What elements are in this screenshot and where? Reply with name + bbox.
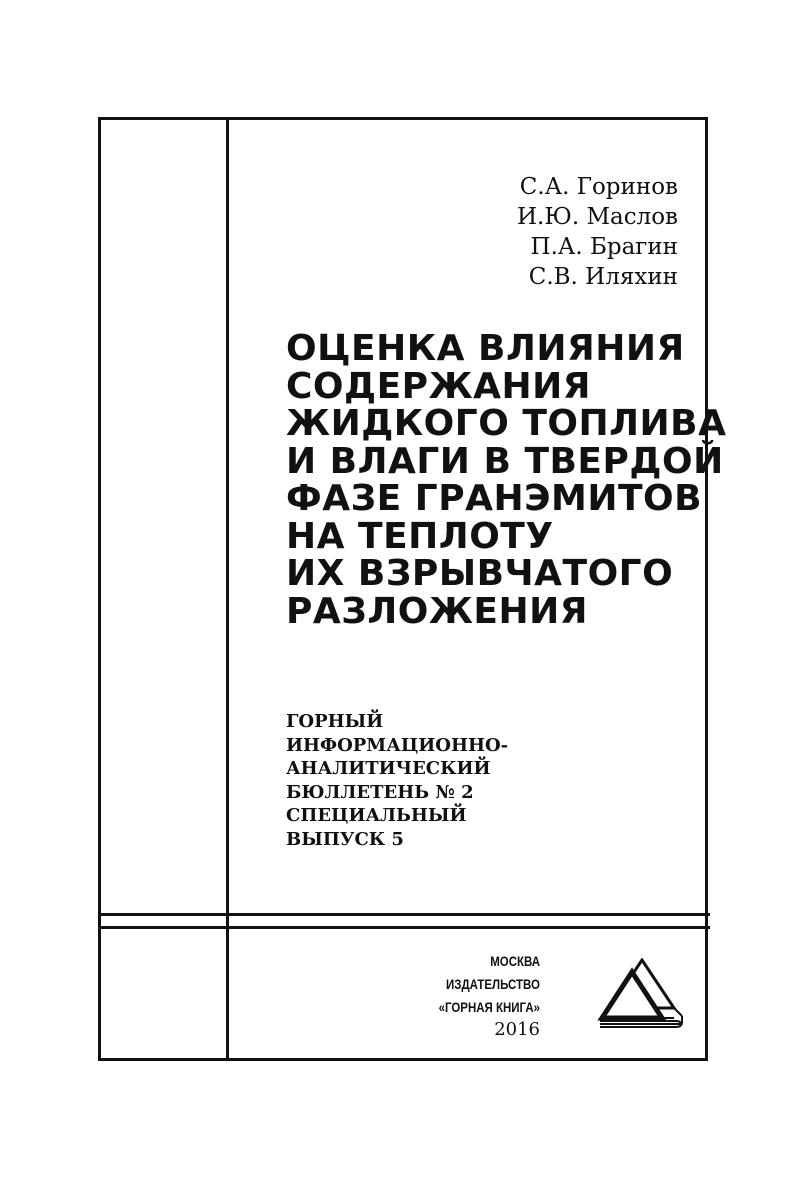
publisher-info xyxy=(425,950,540,1019)
author-name: С.А. Горинов xyxy=(519,174,678,200)
title-line: ИХ ВЗРЫВЧАТОГО xyxy=(286,553,674,594)
author-name: С.В. Иляхин xyxy=(528,264,678,290)
author-list xyxy=(440,172,678,292)
series-line: ВЫПУСК 5 xyxy=(286,828,404,850)
title-line: РАЗЛОЖЕНИЯ xyxy=(286,590,588,632)
vertical-rule xyxy=(226,117,229,1061)
publisher-city: МОСКВА xyxy=(490,953,540,969)
horizontal-rule-lower xyxy=(98,926,710,929)
title-line: ЖИДКОГО ТОПЛИВА xyxy=(286,403,727,444)
book-title xyxy=(286,328,727,632)
horizontal-rule-upper xyxy=(98,913,710,916)
title-line: ОЦЕНКА ВЛИЯНИЯ xyxy=(286,328,685,369)
title-line: СОДЕРЖАНИЯ xyxy=(286,365,591,407)
author-name: П.А. Брагин xyxy=(530,234,678,260)
series-line: БЮЛЛЕТЕНЬ № 2 xyxy=(286,781,474,803)
series-info xyxy=(286,710,586,851)
series-line: АНАЛИТИЧЕСКИЙ xyxy=(286,758,491,779)
title-line: И ВЛАГИ В ТВЕРДОЙ xyxy=(286,440,724,482)
series-line: ГОРНЫЙ xyxy=(286,711,384,732)
series-line: СПЕЦИАЛЬНЫЙ xyxy=(286,805,467,826)
mountain-book-logo-icon xyxy=(590,958,690,1030)
publisher-label: ИЗДАТЕЛЬСТВО xyxy=(446,976,540,992)
series-line: ИНФОРМАЦИОННО- xyxy=(286,734,509,756)
title-line: ФАЗЕ ГРАНЭМИТОВ xyxy=(286,478,703,519)
publisher-name: «ГОРНАЯ КНИГА» xyxy=(438,999,540,1015)
publication-year: 2016 xyxy=(494,1019,540,1040)
author-name: И.Ю. Маслов xyxy=(517,204,678,230)
title-line: НА ТЕПЛОТУ xyxy=(286,515,554,557)
